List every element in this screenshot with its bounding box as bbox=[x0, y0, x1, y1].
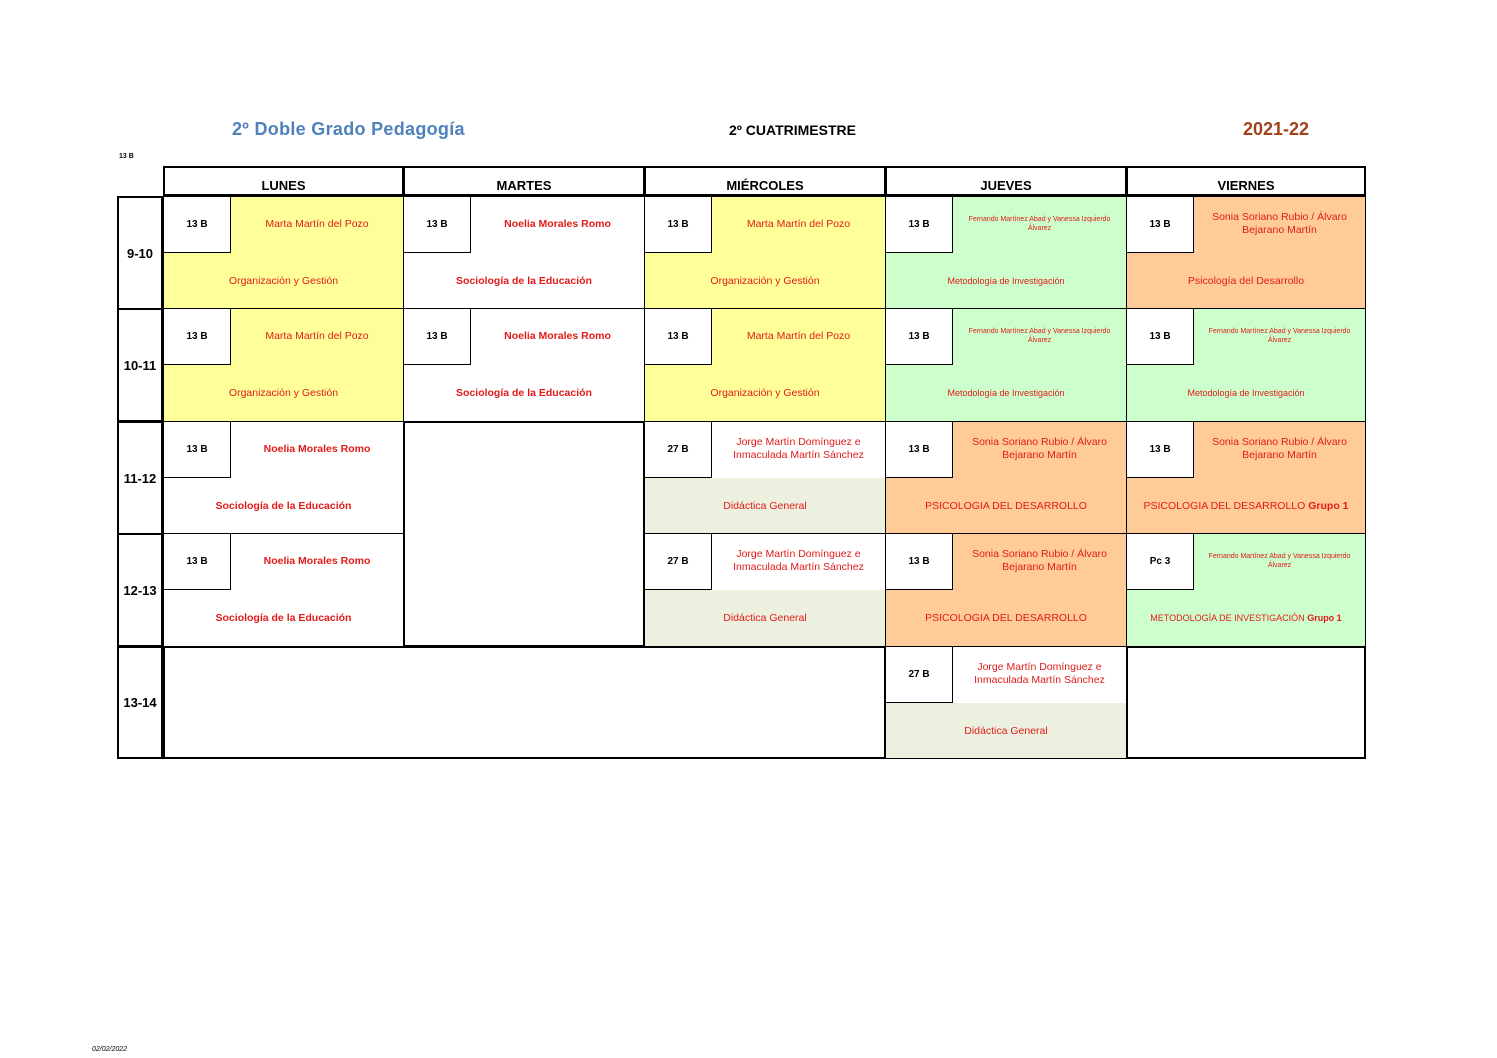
class-slot bbox=[1126, 533, 1366, 647]
class-slot bbox=[644, 533, 886, 647]
day-header-lunes: LUNES bbox=[163, 166, 404, 196]
teacher-name: Sonia Soriano Rubio / Álvaro Bejarano Martín bbox=[1212, 211, 1347, 237]
teacher-name: Noelia Morales Romo bbox=[504, 330, 611, 343]
class-slot bbox=[644, 308, 886, 422]
room-label: 13 B bbox=[886, 422, 953, 478]
teacher-name: Noelia Morales Romo bbox=[263, 443, 371, 456]
subject-name: Sociología de la Educación bbox=[215, 612, 352, 624]
class-slot bbox=[885, 533, 1127, 647]
class-slot bbox=[885, 196, 1127, 309]
class-slot bbox=[885, 308, 1127, 422]
subject-name: PSICOLOGIA DEL DESARROLLO bbox=[925, 499, 1087, 512]
page-title: 2º Doble Grado Pedagogía bbox=[232, 119, 465, 139]
room-label: 27 B bbox=[645, 422, 712, 478]
class-slot bbox=[644, 421, 886, 534]
teacher-name: Marta Martín del Pozo bbox=[265, 330, 369, 343]
subject-name: Metodología de Investigación bbox=[947, 388, 1065, 398]
teacher-name: Jorge Martín Domínguez e Inmaculada Martín Sánchez bbox=[712, 534, 885, 590]
class-slot bbox=[403, 308, 645, 422]
subject-name: Metodología de Investigación bbox=[1187, 388, 1305, 398]
subject-name: Psicología del Desarrollo bbox=[1187, 274, 1305, 287]
academic-year: 2021-22 bbox=[1243, 119, 1310, 139]
timetable bbox=[117, 166, 1366, 759]
room-label: 13 B bbox=[886, 534, 953, 590]
subject-name: Organización y Gestión bbox=[228, 274, 339, 287]
teacher-name: Sonia Soriano Rubio / Álvaro Bejarano Martín bbox=[972, 548, 1107, 574]
class-slot bbox=[885, 646, 1127, 759]
room-label: 13 B bbox=[886, 309, 953, 365]
subject-name: Didáctica General bbox=[723, 612, 807, 624]
teacher-name: Marta Martín del Pozo bbox=[746, 330, 851, 343]
subject-name: Organización y Gestión bbox=[228, 387, 339, 399]
subject-name: Sociología de la Educación bbox=[456, 274, 592, 287]
teacher-name: Noelia Morales Romo bbox=[263, 555, 371, 568]
subject-name: Didáctica General bbox=[964, 724, 1048, 737]
day-header-jueves: JUEVES bbox=[885, 166, 1127, 196]
empty-slot bbox=[163, 646, 886, 759]
room-label: 13 B bbox=[404, 197, 471, 253]
class-slot bbox=[1126, 196, 1366, 309]
print-date: 02/02/2022 bbox=[92, 1046, 128, 1053]
room-label: 13 B bbox=[645, 309, 712, 365]
room-label: 27 B bbox=[886, 647, 953, 703]
empty-slot bbox=[403, 421, 645, 647]
group-label: Grupo 1 bbox=[1307, 613, 1342, 623]
subject-name: Organización y Gestión bbox=[710, 387, 820, 399]
hour-label: 9-10 bbox=[117, 196, 163, 310]
hour-label: 11-12 bbox=[117, 421, 163, 535]
room-label: 13 B bbox=[164, 197, 231, 253]
teacher-name: Fernando Martínez Abad y Vanessa Izquierdo Álvarez bbox=[1208, 328, 1351, 345]
class-slot bbox=[163, 533, 404, 647]
room-label: 27 B bbox=[645, 534, 712, 590]
subject-name bbox=[1127, 478, 1365, 533]
empty-slot bbox=[1126, 646, 1366, 759]
group-label: Grupo 1 bbox=[1308, 499, 1349, 512]
subject-name: PSICOLOGIA DEL DESARROLLO bbox=[925, 612, 1087, 624]
class-slot bbox=[403, 196, 645, 309]
class-slot bbox=[1126, 421, 1366, 534]
teacher-name: Jorge Martín Domínguez e Inmaculada Martín Sánchez bbox=[712, 422, 885, 478]
room-label: 13 B bbox=[645, 197, 712, 253]
teacher-name: Fernando Martínez Abad y Vanessa Izquierdo Álvarez bbox=[968, 216, 1111, 233]
teacher-name: Sonia Soriano Rubio / Álvaro Bejarano Martín bbox=[1212, 436, 1347, 462]
room-label: 13 B bbox=[164, 422, 231, 478]
class-slot bbox=[644, 196, 886, 309]
subject-name: Sociología de la Educación bbox=[456, 387, 592, 399]
room-label: Pc 3 bbox=[1127, 534, 1194, 590]
room-label: 13 B bbox=[1127, 422, 1194, 478]
teacher-name: Marta Martín del Pozo bbox=[265, 218, 369, 231]
room-label: 13 B bbox=[164, 534, 231, 590]
teacher-name: Marta Martín del Pozo bbox=[746, 218, 851, 231]
hour-label: 10-11 bbox=[117, 308, 163, 422]
hour-label: 12-13 bbox=[117, 533, 163, 647]
class-slot bbox=[163, 421, 404, 534]
day-header-viernes: VIERNES bbox=[1126, 166, 1366, 196]
subject-title: METODOLOGÍA DE INVESTIGACIÓN bbox=[1150, 613, 1305, 623]
class-slot bbox=[163, 196, 404, 309]
subject-name: Didáctica General bbox=[723, 499, 807, 512]
room-label: 13 B bbox=[404, 309, 471, 365]
subject-name: Sociología de la Educación bbox=[215, 499, 352, 512]
day-header-miercoles: MIÉRCOLES bbox=[644, 166, 886, 196]
subject-name: Metodología de Investigación bbox=[947, 275, 1065, 286]
class-slot bbox=[1126, 308, 1366, 422]
subject-name: Organización y Gestión bbox=[710, 274, 820, 287]
day-header-martes: MARTES bbox=[403, 166, 645, 196]
corner-note: 13 B bbox=[119, 153, 134, 160]
class-slot bbox=[163, 308, 404, 422]
subject-title: PSICOLOGIA DEL DESARROLLO bbox=[1143, 499, 1306, 512]
semester-label: 2º CUATRIMESTRE bbox=[729, 122, 856, 138]
room-label: 13 B bbox=[164, 309, 231, 365]
hour-label: 13-14 bbox=[117, 646, 163, 759]
room-label: 13 B bbox=[1127, 309, 1194, 365]
teacher-name: Fernando Martínez Abad y Vanessa Izquierdo Álvarez bbox=[1208, 553, 1351, 570]
teacher-name: Fernando Martínez Abad y Vanessa Izquierdo Álvarez bbox=[968, 328, 1111, 345]
class-slot bbox=[885, 421, 1127, 534]
teacher-name: Sonia Soriano Rubio / Álvaro Bejarano Martín bbox=[972, 436, 1107, 462]
teacher-name: Jorge Martín Domínguez e Inmaculada Martín Sánchez bbox=[953, 647, 1126, 703]
room-label: 13 B bbox=[886, 197, 953, 253]
room-label: 13 B bbox=[1127, 197, 1194, 253]
subject-name bbox=[1127, 590, 1365, 646]
teacher-name: Noelia Morales Romo bbox=[504, 218, 611, 231]
